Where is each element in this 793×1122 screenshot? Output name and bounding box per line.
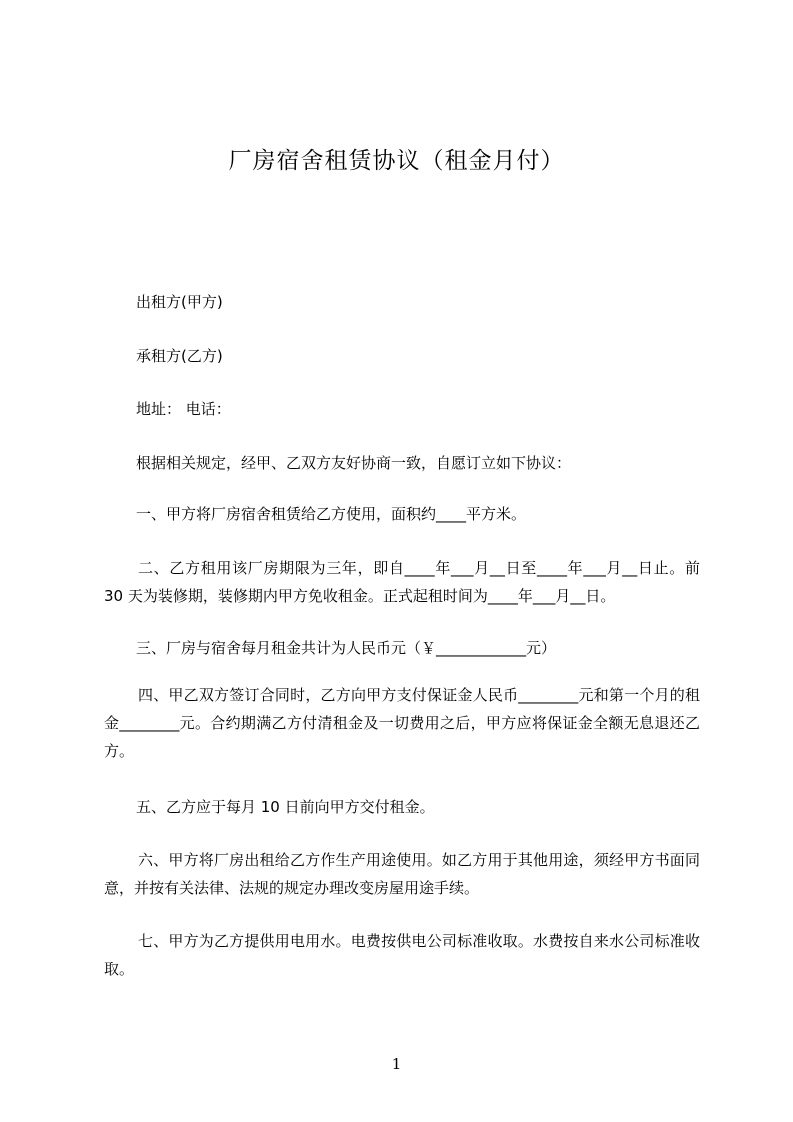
clause-6: 六、甲方将厂房出租给乙方作生产用途使用。如乙方用于其他用途，须经甲方书面同意，并按有关法律、法规的规定办理改变房屋用途手续。 [104, 851, 700, 897]
lessor-line: 出租方(甲方) [136, 293, 223, 311]
clause-7: 七、甲方为乙方提供用电用水。电费按供电公司标准收取。水费按自来水公司标准收取。 [104, 932, 700, 978]
clause-5: 五、乙方应于每月 10 日前向甲方交付租金。 [136, 798, 435, 816]
clause-3: 三、厂房与宿舍每月租金共计为人民币元（￥____________元） [136, 639, 557, 657]
clause-2: 二、乙方租用该厂房期限为三年，即自____年___月__日至____年___月__日止。前 30 天为装修期，装修期内甲方免收租金。正式起租时间为____年___月__日。 [104, 559, 700, 605]
address-phone-line: 地址： 电话： [136, 400, 231, 418]
intro-line: 根据相关规定，经甲、乙双方友好协商一致，自愿订立如下协议： [136, 454, 572, 472]
page-number: 1 [391, 1055, 402, 1073]
lessee-line: 承租方(乙方) [136, 347, 223, 365]
clause-4: 四、甲乙双方签订合同时，乙方向甲方支付保证金人民币________元和第一个月的租金________元。合约期满乙方付清租金及一切费用之后，甲方应将保证金全额无息退还乙方。 [104, 686, 700, 760]
clause-1: 一、甲方将厂房宿舍租赁给乙方使用，面积约____平方米。 [136, 505, 527, 523]
document-title: 厂房宿舍租赁协议（租金月付） [228, 148, 565, 174]
